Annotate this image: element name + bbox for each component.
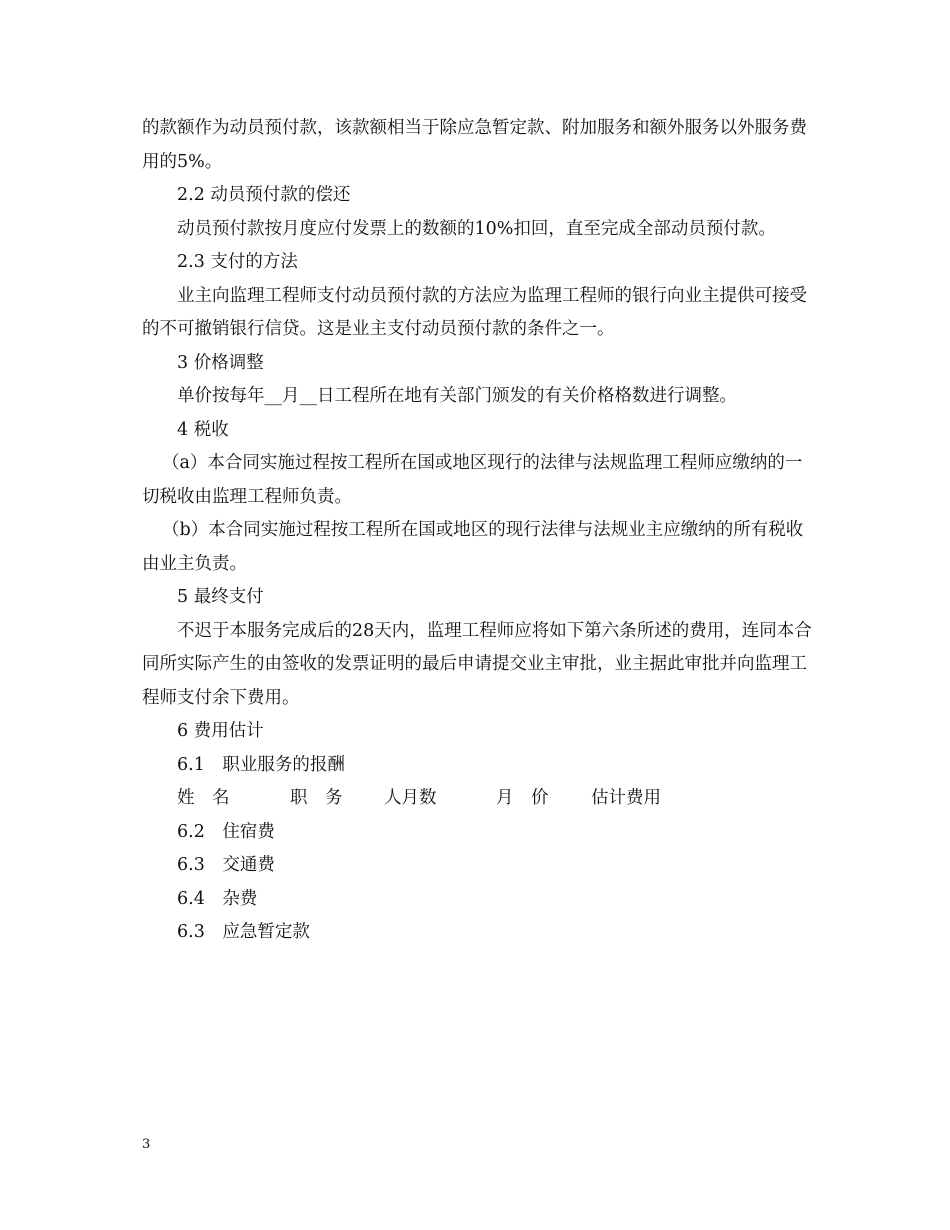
column-name: 姓 名	[177, 788, 230, 808]
paragraph-price-adjustment: 单价按每年__月__日工程所在地有关部门颁发的有关价格格数进行调整。	[177, 386, 737, 406]
column-person-months: 人月数	[384, 788, 437, 808]
document-body	[142, 112, 812, 950]
paragraph-payment-method: 业主向监理工程师支付动员预付款的方法应为监理工程师的银行向业主提供可接受的不可撤销银行信贷。这是业主支付动员预付款的条件之一。	[142, 285, 807, 339]
paragraph-final-payment: 不迟于本服务完成后的28天内，监理工程师应将如下第六条所述的费用，连同本合同所实际产生的由签收的发票证明的最后申请提交业主审批，业主据此审批并向监理工程师支付余下费用。	[142, 620, 812, 708]
heading-4: 4 税收	[177, 419, 229, 440]
heading-2-3: 2.3 支付的方法	[177, 252, 298, 272]
column-monthly-rate: 月 价	[496, 788, 549, 808]
paragraph-tax-a: （a）本合同实施过程按工程所在国或地区现行的法律与法规监理工程师应缴纳的一切税收由监理工程师负责。	[142, 453, 803, 507]
paragraph-advance-payment-amount: 的款额作为动员预付款，该款额相当于除应急暂定款、附加服务和额外服务以外服务费用的5%。	[142, 118, 807, 172]
fee-table-header	[142, 782, 812, 816]
paragraph-tax-b: （b）本合同实施过程按工程所在国或地区的现行法律与法规业主应缴纳的所有税收由业主负责。	[142, 520, 804, 574]
fee-item-miscellaneous: 6.4 杂费	[177, 888, 258, 909]
heading-6-1: 6.1 职业服务的报酬	[177, 754, 345, 775]
fee-item-accommodation: 6.2 住宿费	[177, 821, 275, 842]
fee-item-contingency: 6.3 应急暂定款	[177, 922, 310, 942]
page-number: 3	[142, 1137, 151, 1152]
heading-2-2: 2.2 动员预付款的偿还	[177, 185, 351, 205]
column-estimated-cost: 估计费用	[591, 788, 661, 808]
fee-item-transport: 6.3 交通费	[177, 855, 275, 875]
heading-6: 6 费用估计	[177, 721, 264, 741]
heading-3: 3 价格调整	[177, 352, 264, 373]
paragraph-repayment: 动员预付款按月度应付发票上的数额的10%扣回，直至完成全部动员预付款。	[177, 218, 776, 239]
heading-5: 5 最终支付	[177, 587, 264, 607]
column-position: 职 务	[290, 788, 343, 808]
